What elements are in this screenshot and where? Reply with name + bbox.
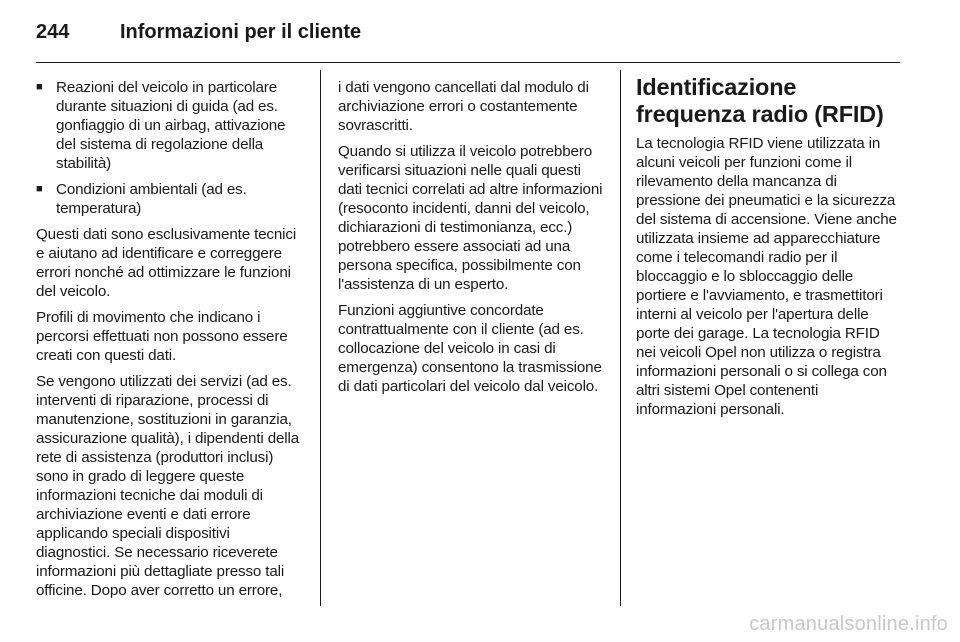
section-heading: Identificazione frequenza radio (RFID): [636, 74, 884, 127]
bullet-text: Reazioni del veicolo in particolare durante situazioni di guida (ad es. gonfiaggio di un airbag, attivazione del sistema di regolazione della stabilità): [56, 79, 286, 172]
paragraph: Se vengono utilizzati dei servizi (ad es. interventi di riparazione, processi di manutenzione, sostituzioni in garanzia, assicurazione qualità), i dipendenti della rete di assistenza (produttori inclusi) sono in grado di leggere queste informazioni tecniche dai moduli di archiviazione eventi e dati errore applicando speciali dispositivi diagnostici. Se necessario riceverete informazioni più dettagliate presso tali officine. Dopo aver corretto un errore,: [36, 373, 300, 599]
square-bullet-icon: ■: [36, 81, 43, 93]
paragraph: Quando si utilizza il veicolo potrebbero verificarsi situazioni nelle quali questi dati tecnici correlati ad altre informazioni (resoconto incidenti, danni del veicolo, dichiarazioni di testimonianza, ecc.) potrebbero essere associati ad una persona specifica, possibilmente con l'assistenza di un esperto.: [338, 143, 603, 293]
page-title: Informazioni per il cliente: [120, 20, 362, 43]
column-divider-1: [320, 70, 321, 606]
watermark: carmanualsonline.info: [749, 613, 948, 635]
bullet-item: [36, 180, 304, 218]
bullet-item: [36, 78, 304, 173]
square-bullet-icon: ■: [36, 183, 43, 195]
page-header: [36, 14, 361, 50]
page-number: 244: [36, 20, 70, 43]
text-column-1: [36, 78, 304, 607]
paragraph: Questi dati sono esclusivamente tecnici e aiutano ad identificare e correggere errori nonché ad ottimizzare le funzioni del veicolo.: [36, 226, 297, 300]
paragraph: La tecnologia RFID viene utilizzata in alcuni veicoli per funzioni come il rilevamento della mancanza di pressione dei pneumatici e la sicurezza del sistema di accensione. Viene anche utilizzata insieme ad apparecchiature come i telecomandi radio per il bloccaggio e lo sbloccaggio delle portiere e l'avviamento, e trasmettitori interni al veicolo per l'apertura delle porte dei garage. La tecnologia RFID nei veicoli Opel non utilizza o registra informazioni personali o si collega con altri sistemi Opel contenenti informazioni personali.: [636, 135, 897, 418]
bullet-text: Condizioni ambientali (ad es. temperatura): [56, 181, 247, 217]
paragraph: Profili di movimento che indicano i percorsi effettuati non possono essere creati con questi dati.: [36, 309, 288, 364]
header-divider: [36, 62, 900, 63]
paragraph: Funzioni aggiuntive concordate contrattualmente con il cliente (ad es. collocazione del veicolo in casi di emergenza) consentono la trasmissione di dati particolari del veicolo dal veicolo.: [338, 302, 602, 395]
column-divider-2: [620, 70, 621, 606]
text-column-3: [636, 74, 900, 426]
text-column-2: [338, 78, 606, 403]
paragraph: i dati vengono cancellati dal modulo di archiviazione errori o costantemente sovrascritti.: [338, 79, 589, 134]
